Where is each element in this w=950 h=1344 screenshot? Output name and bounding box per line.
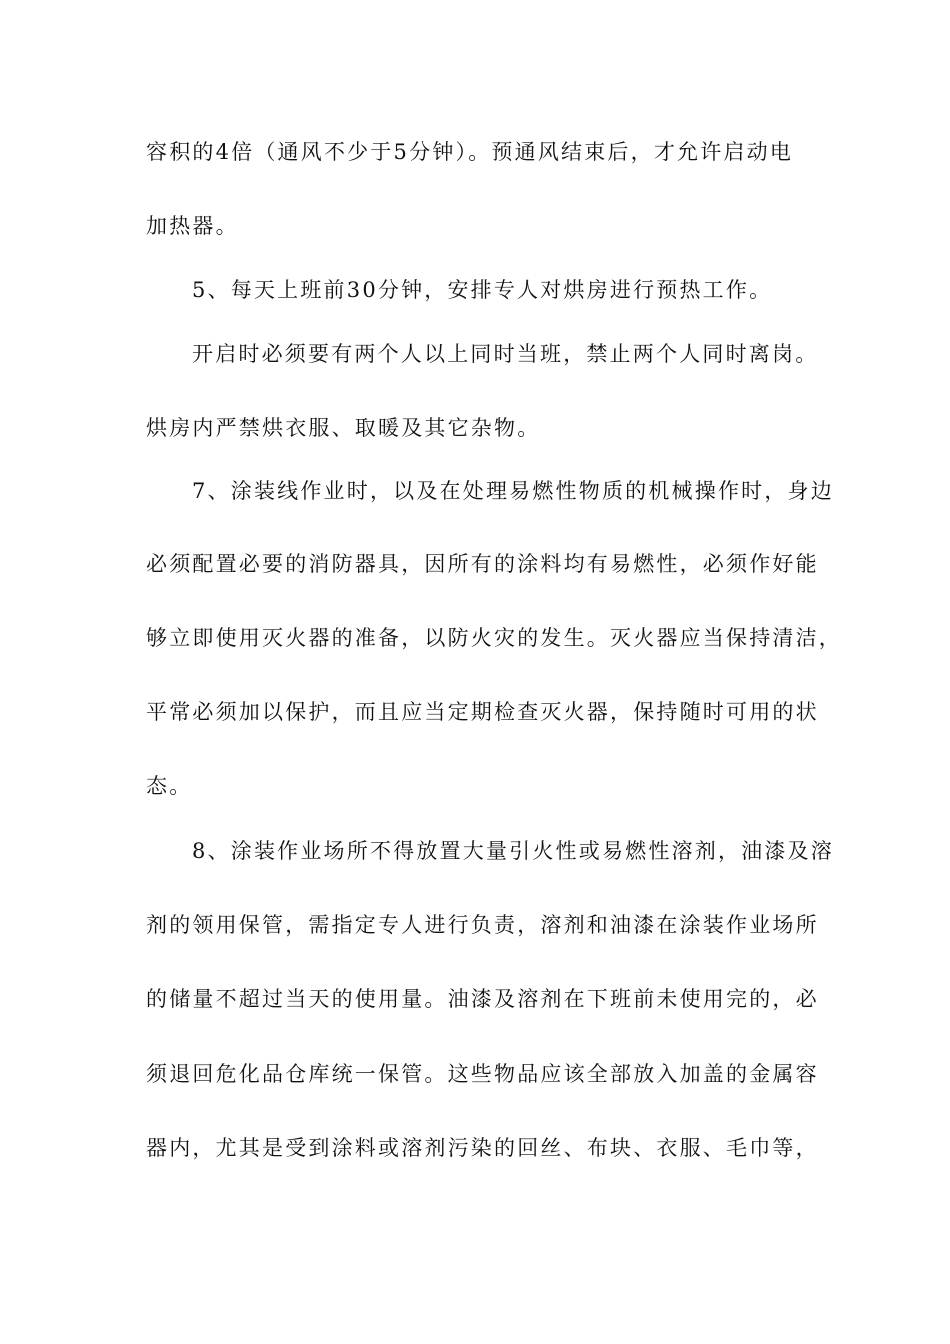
text-line: 7、涂装线作业时，以及在处理易燃性物质的机械操作时，身边 bbox=[192, 479, 834, 503]
text-line: 必须配置必要的消防器具，因所有的涂料均有易燃性，必须作好能 bbox=[146, 552, 819, 576]
text-line: 平常必须加以保护，而且应当定期检查灭火器，保持随时可用的状 bbox=[146, 700, 819, 724]
text-line: 开启时必须要有两个人以上同时当班，禁止两个人同时离岗。 bbox=[192, 342, 819, 366]
text-line: 剂的领用保管，需指定专人进行负责，溶剂和油漆在涂装作业场所 bbox=[146, 913, 819, 937]
text-line: 烘房内严禁烘衣服、取暖及其它杂物。 bbox=[146, 416, 541, 440]
text-line: 加热器。 bbox=[146, 214, 239, 238]
text-line: 够立即使用灭火器的准备，以防火灾的发生。灭火器应当保持清洁， bbox=[146, 626, 842, 650]
text-line: 容积的4倍（通风不少于5分钟）。预通风结束后，才允许启动电 bbox=[146, 140, 794, 164]
text-line: 5、每天上班前30分钟，安排专人对烘房进行预热工作。 bbox=[192, 278, 773, 302]
text-line: 8、涂装作业场所不得放置大量引火性或易燃性溶剂，油漆及溶 bbox=[192, 839, 834, 863]
text-line: 须退回危化品仓库统一保管。这些物品应该全部放入加盖的金属容 bbox=[146, 1062, 819, 1086]
text-line: 器内，尤其是受到涂料或溶剂污染的回丝、布块、衣服、毛巾等， bbox=[146, 1136, 819, 1160]
text-line: 态。 bbox=[146, 774, 193, 798]
text-line: 的储量不超过当天的使用量。油漆及溶剂在下班前未使用完的，必 bbox=[146, 987, 819, 1011]
